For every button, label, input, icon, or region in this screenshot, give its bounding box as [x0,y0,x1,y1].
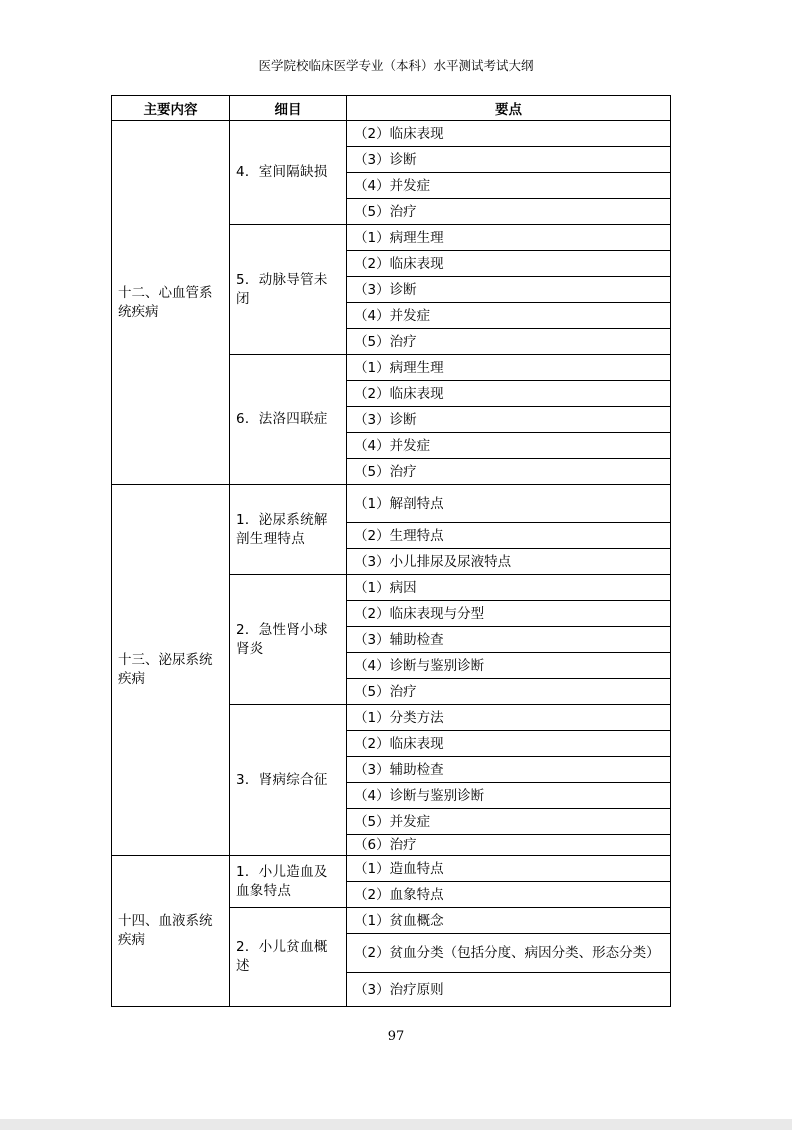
key-point-cell: （1）病理生理 [347,225,671,251]
viewer-bottom-band [0,1119,792,1130]
key-point-cell: （4）并发症 [347,173,671,199]
key-point-cell: （2）临床表现 [347,381,671,407]
key-point-cell: （2）血象特点 [347,882,671,908]
key-point-cell: （6）治疗 [347,835,671,856]
subtopic-cell: 5．动脉导管未闭 [230,225,347,355]
subtopic-cell: 2．急性肾小球肾炎 [230,575,347,705]
key-point-cell: （2）临床表现 [347,731,671,757]
page-header: 医学院校临床医学专业（本科）水平测试考试大纲 [258,58,534,73]
key-point-cell: （2）临床表现与分型 [347,601,671,627]
key-point-cell: （2）生理特点 [347,523,671,549]
key-point-cell: （4）诊断与鉴别诊断 [347,653,671,679]
key-point-cell: （1）病理生理 [347,355,671,381]
key-point-cell: （3）治疗原则 [347,973,671,1007]
key-point-cell: （2）贫血分类（包括分度、病因分类、形态分类） [347,934,671,973]
subtopic-cell: 4．室间隔缺损 [230,121,347,225]
column-header: 要点 [347,96,671,121]
key-point-cell: （5）治疗 [347,679,671,705]
key-point-cell: （3）诊断 [347,277,671,303]
page-number: 97 [387,1029,405,1044]
subtopic-cell: 6．法洛四联症 [230,355,347,485]
key-point-cell: （1）解剖特点 [347,485,671,523]
main-topic-cell: 十三、泌尿系统疾病 [112,485,230,856]
key-point-cell: （4）并发症 [347,303,671,329]
subtopic-cell: 1．小儿造血及血象特点 [230,856,347,908]
main-topic-cell: 十四、血液系统疾病 [112,856,230,1007]
key-point-cell: （1）造血特点 [347,856,671,882]
key-point-cell: （3）诊断 [347,147,671,173]
subtopic-cell: 1．泌尿系统解剖生理特点 [230,485,347,575]
key-point-cell: （1）分类方法 [347,705,671,731]
key-point-cell: （5）治疗 [347,459,671,485]
main-topic-cell: 十二、心血管系统疾病 [112,121,230,485]
key-point-cell: （5）治疗 [347,199,671,225]
key-point-cell: （2）临床表现 [347,251,671,277]
key-point-cell: （2）临床表现 [347,121,671,147]
key-point-cell: （1）贫血概念 [347,908,671,934]
key-point-cell: （5）并发症 [347,809,671,835]
key-point-cell: （4）诊断与鉴别诊断 [347,783,671,809]
table-row [112,856,671,882]
key-point-cell: （5）治疗 [347,329,671,355]
column-header: 主要内容 [112,96,230,121]
table-row [112,485,671,523]
subtopic-cell: 2．小儿贫血概述 [230,908,347,1007]
table-row [112,121,671,147]
table-header-row [112,96,671,121]
column-header: 细目 [230,96,347,121]
key-point-cell: （3）小儿排尿及尿液特点 [347,549,671,575]
key-point-cell: （4）并发症 [347,433,671,459]
subtopic-cell: 3．肾病综合征 [230,705,347,856]
key-point-cell: （1）病因 [347,575,671,601]
key-point-cell: （3）辅助检查 [347,757,671,783]
key-point-cell: （3）诊断 [347,407,671,433]
syllabus-table [111,95,671,1007]
key-point-cell: （3）辅助检查 [347,627,671,653]
